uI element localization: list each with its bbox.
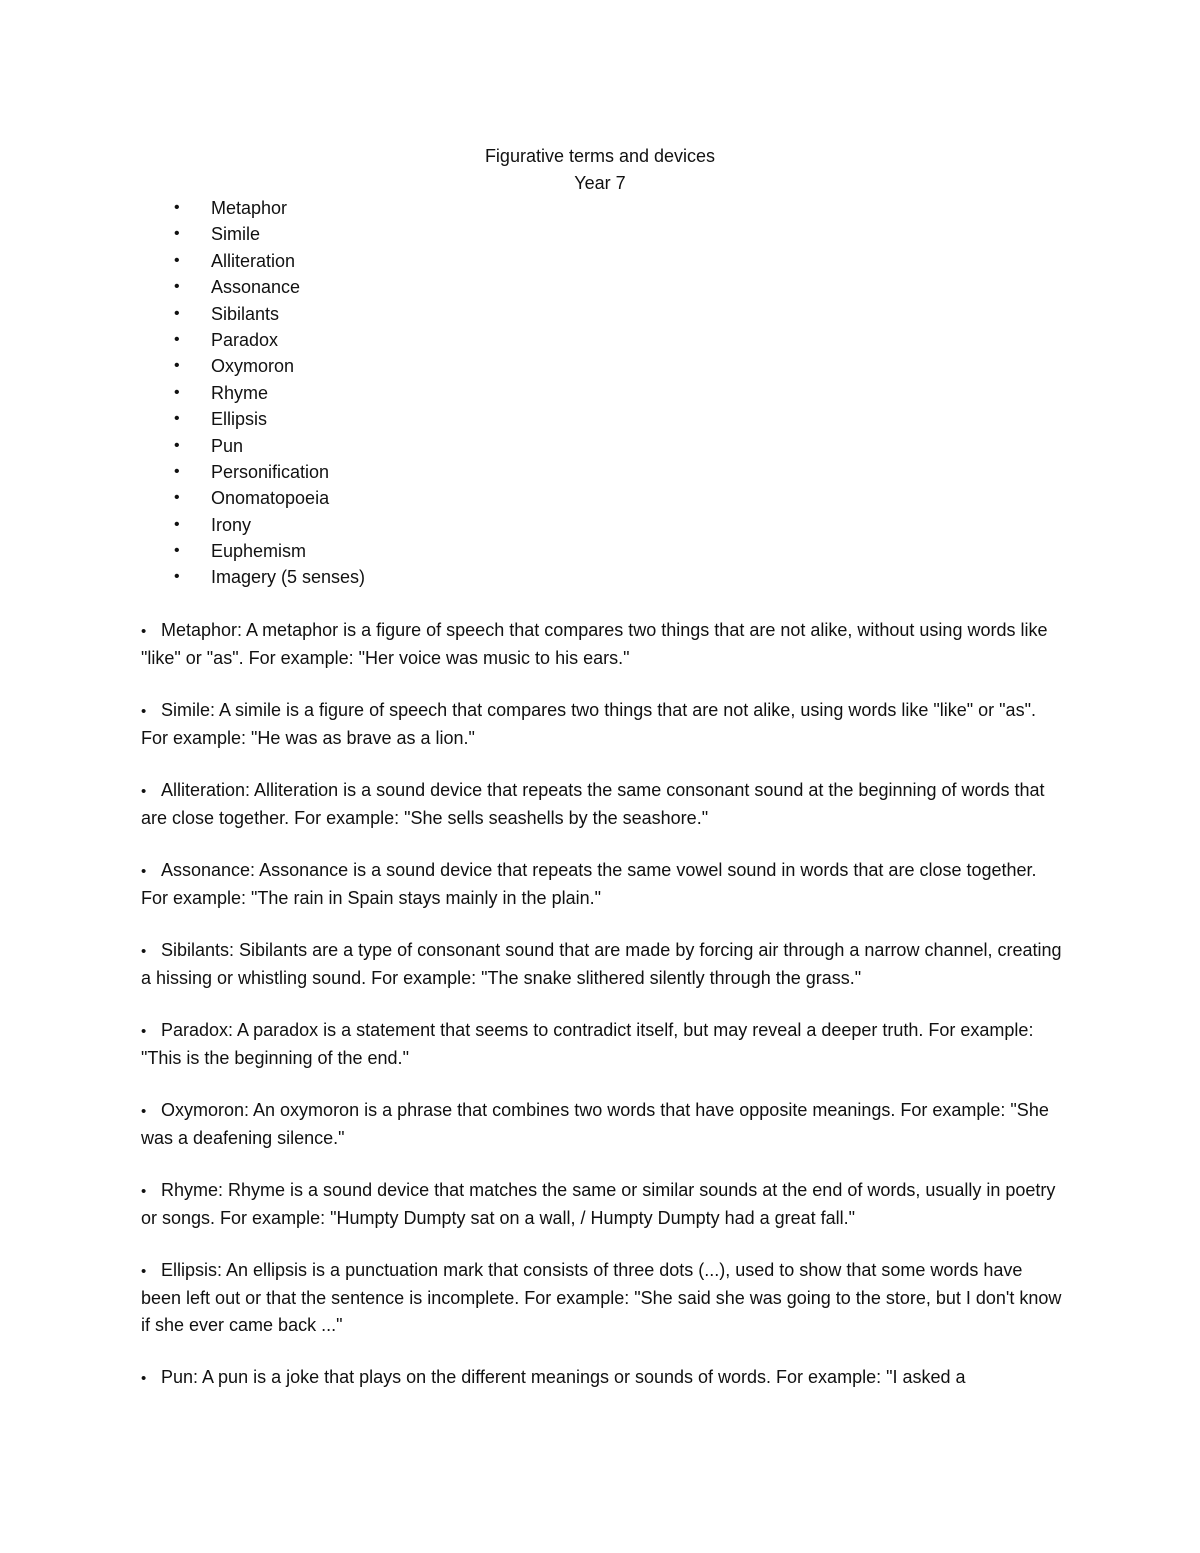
definition-text: Simile: A simile is a figure of speech that compares two things that are not alike, using words like "like" or "as". For example: "He was as brave as a lion." <box>141 700 1036 748</box>
definition-paragraph <box>141 1017 1066 1072</box>
term-list-item <box>170 327 365 353</box>
definition-text: Sibilants: Sibilants are a type of consonant sound that are made by forcing air through a narrow channel, creating a hissing or whistling sound. For example: "The snake slithered silently through the grass." <box>141 940 1062 988</box>
term-list-item <box>170 433 365 459</box>
bullet-icon: • <box>174 304 180 322</box>
term-label: Oxymoron <box>211 356 295 377</box>
term-label: Assonance <box>211 277 301 298</box>
definition-text: Oxymoron: An oxymoron is a phrase that combines two words that have opposite meanings. For example: "She was a deafening silence." <box>141 1100 1049 1148</box>
term-label: Paradox <box>211 329 279 350</box>
definition-paragraph <box>141 1177 1066 1232</box>
definition-paragraph <box>141 777 1066 832</box>
bullet-icon: • <box>141 1263 147 1280</box>
bullet-icon: • <box>141 943 147 960</box>
definition-paragraph <box>141 617 1066 672</box>
bullet-icon: • <box>174 410 180 428</box>
definition-text: Paradox: A paradox is a statement that seems to contradict itself, but may reveal a deeper truth. For example: "This is the beginning of the end." <box>141 1020 1034 1068</box>
term-label: Rhyme <box>211 382 269 403</box>
definition-text: Alliteration: Alliteration is a sound device that repeats the same consonant sound at the beginning of words that are close together. For example: "She sells seashells by the seashore." <box>141 780 1045 828</box>
definition-text: Metaphor: A metaphor is a figure of speech that compares two things that are not alike, without using words like "like" or "as". For example: "Her voice was music to his ears." <box>141 620 1048 668</box>
term-label: Personification <box>211 461 330 482</box>
definition-paragraph <box>141 697 1066 752</box>
term-label: Irony <box>211 514 252 535</box>
definition-text: Rhyme: Rhyme is a sound device that matches the same or similar sounds at the end of words, usually in poetry or songs. For example: "Humpty Dumpty sat on a wall, / Humpty Dumpty had a great fall." <box>141 1180 1056 1228</box>
definition-paragraph <box>141 1097 1066 1152</box>
term-label: Metaphor <box>211 198 288 218</box>
bullet-icon: • <box>174 489 180 507</box>
bullet-icon: • <box>174 330 180 348</box>
bullet-icon: • <box>141 1103 147 1120</box>
bullet-icon: • <box>141 1023 147 1040</box>
bullet-icon: • <box>174 462 180 480</box>
bullet-icon: • <box>141 703 147 720</box>
bullet-icon: • <box>174 568 180 586</box>
term-list-item <box>170 538 365 564</box>
bullet-icon: • <box>174 383 180 401</box>
definition-paragraph <box>141 1257 1066 1339</box>
bullet-icon: • <box>174 357 180 375</box>
bullet-icon: • <box>141 623 147 640</box>
term-list-item <box>170 274 365 300</box>
term-list-item <box>170 459 365 485</box>
bullet-icon: • <box>174 515 180 533</box>
bullet-icon: • <box>174 225 180 243</box>
terms-list <box>170 195 365 591</box>
bullet-icon: • <box>174 199 180 216</box>
term-list-item <box>170 380 365 406</box>
definition-paragraph <box>141 1364 1066 1392</box>
document-subtitle: Year 7 <box>574 173 626 193</box>
term-list-item <box>170 564 365 590</box>
term-label: Euphemism <box>211 541 307 562</box>
term-list-item <box>170 221 365 247</box>
term-label: Ellipsis <box>211 409 268 430</box>
bullet-icon: • <box>174 542 180 560</box>
term-label: Simile <box>211 224 261 245</box>
definition-text: Ellipsis: An ellipsis is a punctuation mark that consists of three dots (...), used to show that some words have been left out or that the sentence is incomplete. For example: "She said she was going to the store, but I don't know if she ever came back ..." <box>141 1260 1062 1335</box>
term-list-item <box>170 512 365 538</box>
definition-paragraph <box>141 937 1066 992</box>
term-label: Sibilants <box>211 303 280 324</box>
term-label: Imagery (5 senses) <box>211 567 366 588</box>
bullet-icon: • <box>174 251 180 269</box>
bullet-icon: • <box>141 783 147 800</box>
bullet-icon: • <box>141 863 147 880</box>
term-list-item <box>170 301 365 327</box>
bullet-icon: • <box>174 278 180 296</box>
definition-paragraph <box>141 857 1066 912</box>
term-label: Alliteration <box>211 250 296 271</box>
term-list-item <box>170 406 365 432</box>
term-list-item <box>170 195 365 221</box>
term-label: Pun <box>211 435 244 456</box>
term-label: Onomatopoeia <box>211 488 330 509</box>
bullet-icon: • <box>141 1183 147 1200</box>
term-list-item <box>170 248 365 274</box>
definitions-section <box>141 617 1066 1417</box>
bullet-icon: • <box>141 1370 147 1387</box>
bullet-icon: • <box>174 436 180 454</box>
document-title: Figurative terms and devices <box>484 146 716 166</box>
definition-text: Pun: A pun is a joke that plays on the different meanings or sounds of words. For example: "I asked a <box>161 1367 966 1387</box>
term-list-item <box>170 485 365 511</box>
definition-text: Assonance: Assonance is a sound device that repeats the same vowel sound in words that are close together. For example: "The rain in Spain stays mainly in the plain." <box>141 860 1037 908</box>
term-list-item <box>170 353 365 379</box>
